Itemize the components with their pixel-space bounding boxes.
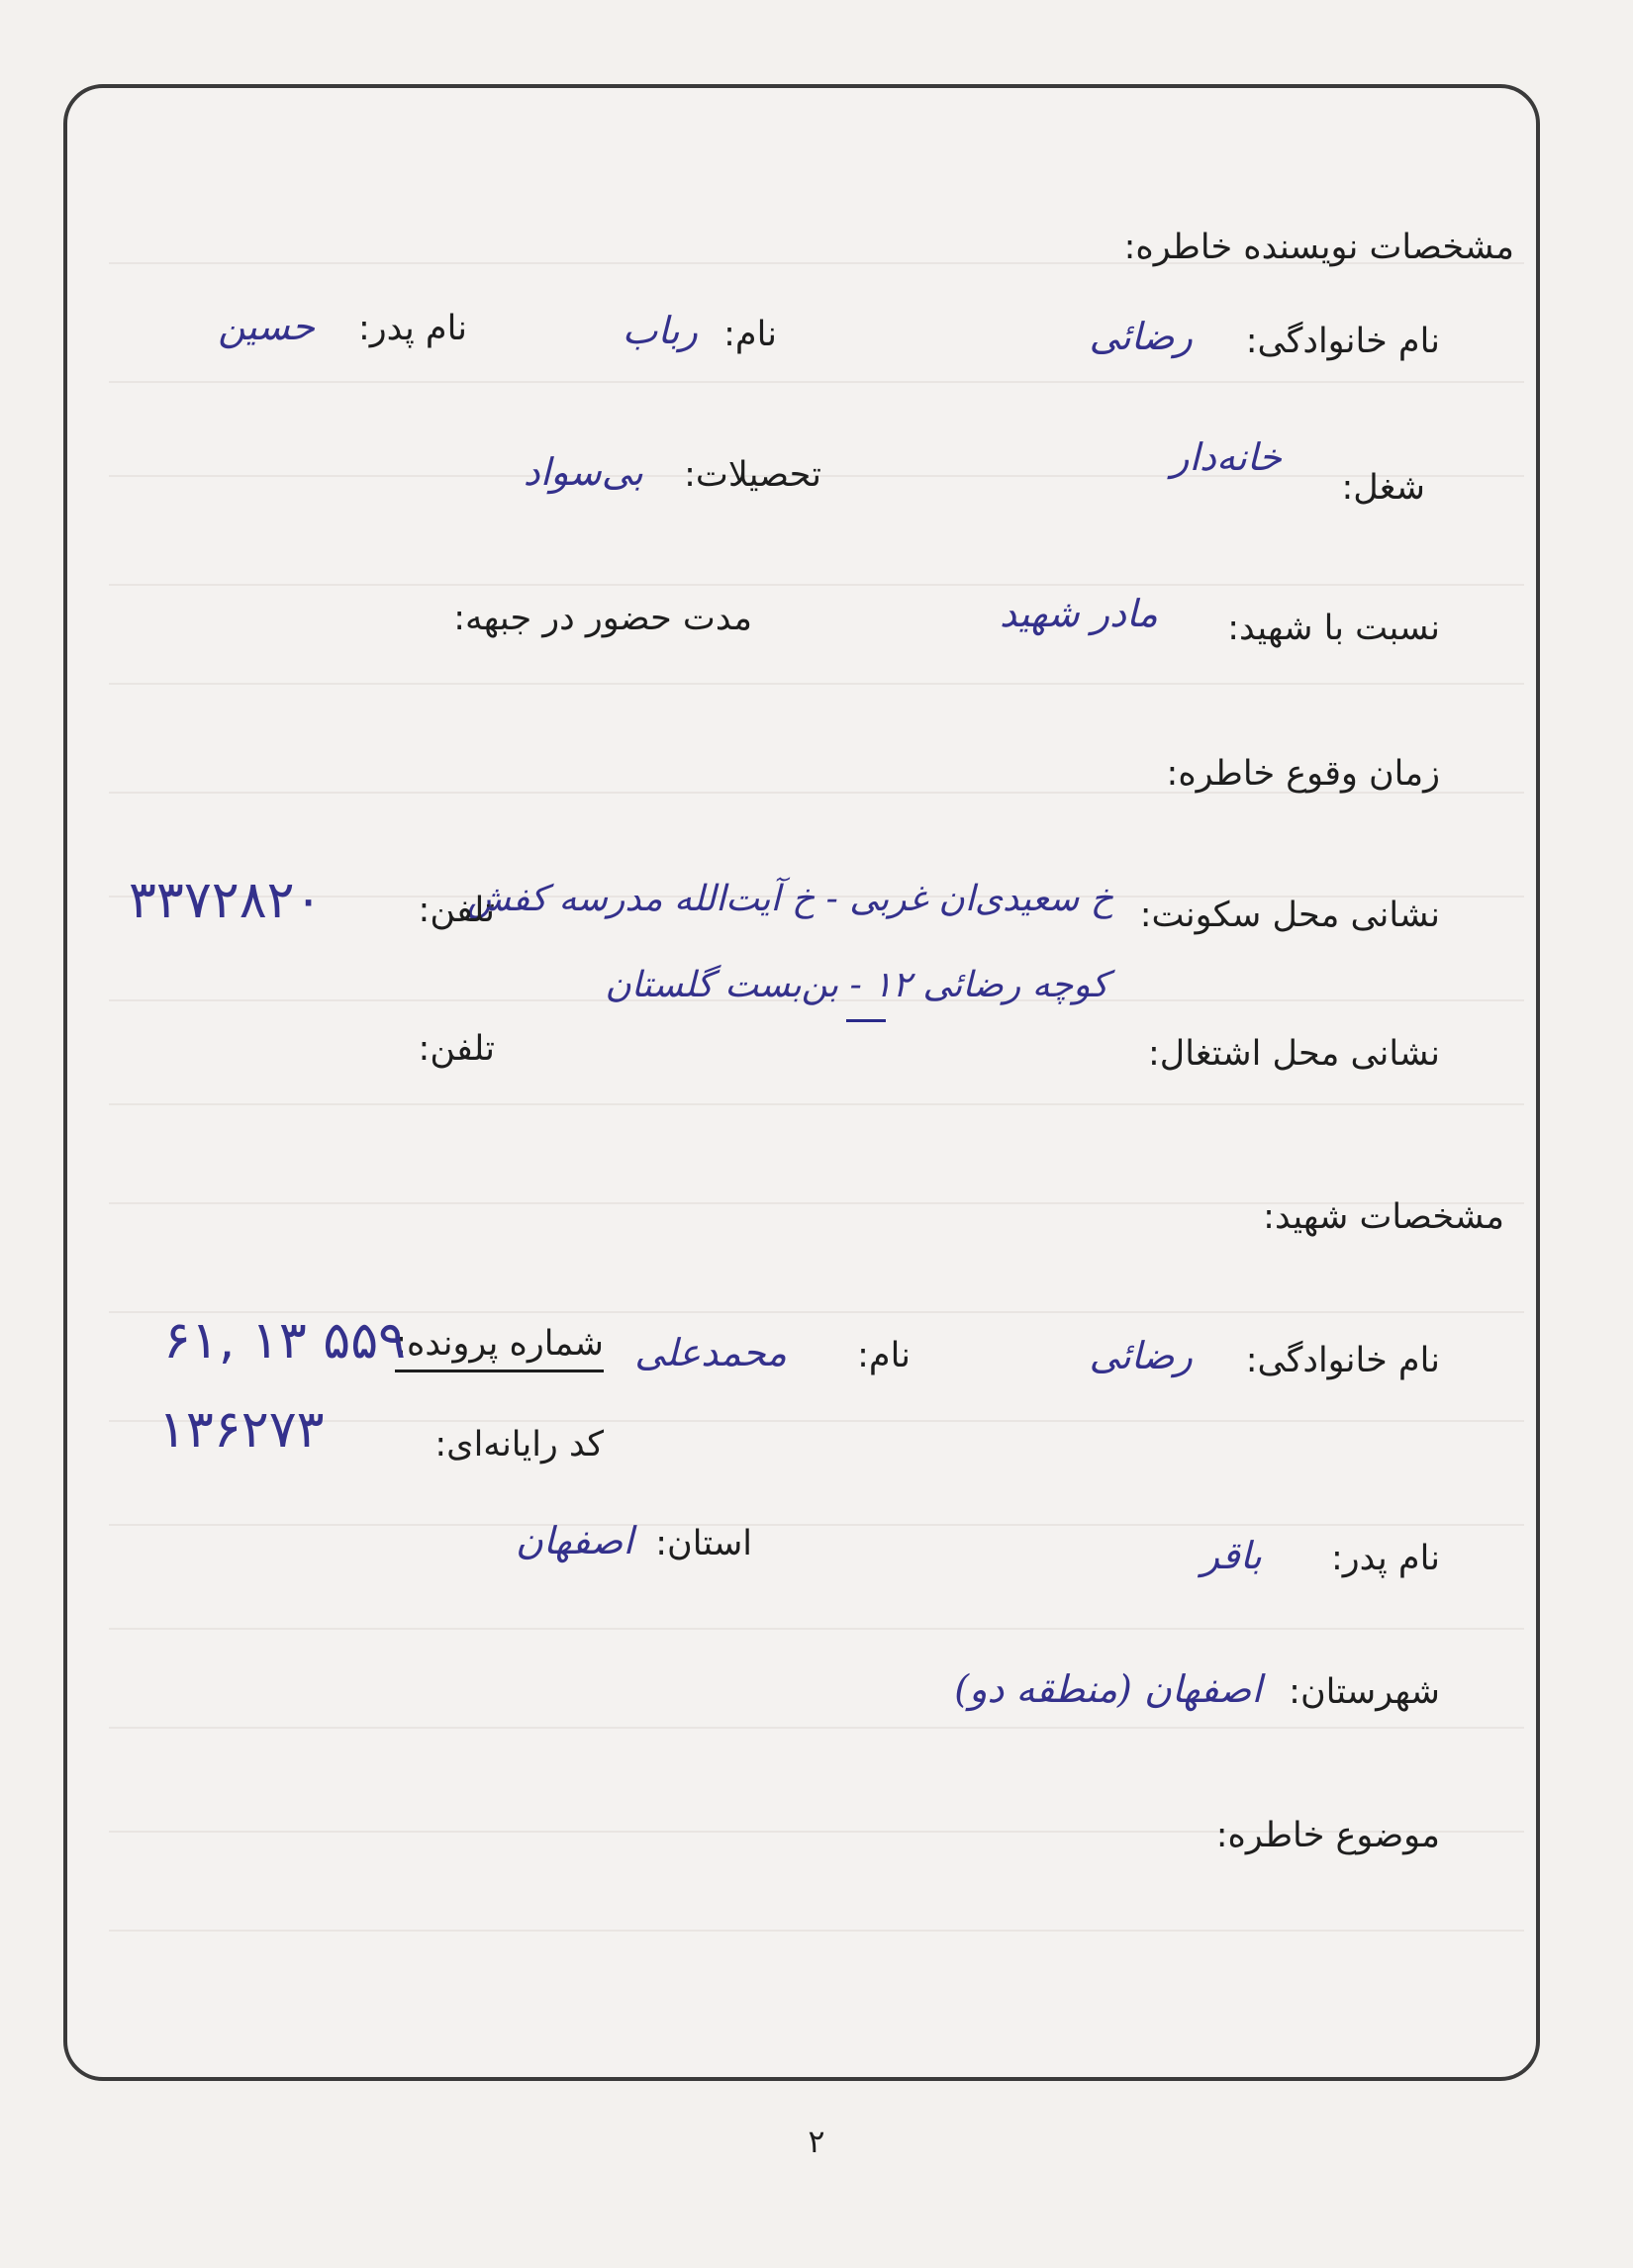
writer-father-value: حسین bbox=[218, 305, 315, 348]
province-label: استان: bbox=[655, 1524, 752, 1563]
martyr-father-label: نام پدر: bbox=[1330, 1539, 1440, 1578]
writer-section-heading: مشخصات نویسنده خاطره: bbox=[1123, 228, 1514, 267]
martyr-name-label: نام: bbox=[857, 1336, 911, 1375]
form-frame bbox=[63, 84, 1540, 2081]
martyr-family-value: رضائی bbox=[1089, 1334, 1193, 1377]
writer-job-value: خانه‌دار bbox=[1171, 435, 1282, 479]
front-duration-label: مدت حضور در جبهه: bbox=[453, 599, 752, 638]
memory-time-label: زمان وقوع خاطره: bbox=[1166, 754, 1440, 794]
writer-name-value: رباب bbox=[622, 309, 698, 352]
martyr-section-heading: مشخصات شهید: bbox=[1263, 1197, 1504, 1237]
home-phone-label: تلفن: bbox=[418, 891, 495, 930]
home-address-label: نشانی محل سکونت: bbox=[1139, 896, 1440, 935]
writer-father-label: نام پدر: bbox=[357, 309, 467, 348]
home-address-line2: کوچه رضائی ۱۲ - بن‌بست گلستان bbox=[605, 965, 1108, 1005]
martyr-family-label: نام خانوادگی: bbox=[1245, 1341, 1440, 1380]
city-label: شهرستان: bbox=[1289, 1672, 1440, 1712]
city-value: اصفهان (منطقه دو) bbox=[954, 1667, 1262, 1711]
writer-family-label: نام خانوادگی: bbox=[1245, 322, 1440, 361]
writer-education-value: بی‌سواد bbox=[523, 450, 643, 494]
memory-topic-label: موضوع خاطره: bbox=[1215, 1816, 1440, 1855]
home-phone-value: ۳۳۷۲۸۲۰ bbox=[129, 871, 323, 930]
file-number-value: ۶۱, ۱۳ ۵۵۹ bbox=[163, 1311, 407, 1370]
writer-family-value: رضائی bbox=[1089, 315, 1193, 358]
home-address-line1: خ سعیدی‌ان غربی - خ آیت‌الله مدرسه کفش bbox=[466, 879, 1113, 919]
martyr-name-value: محمدعلی bbox=[634, 1331, 787, 1374]
file-number-label: شماره پرونده: bbox=[395, 1324, 604, 1372]
page-number: ۲ bbox=[808, 2123, 825, 2160]
writer-job-label: شغل: bbox=[1341, 468, 1425, 508]
computer-code-label: کد رایانه‌ای: bbox=[434, 1425, 604, 1465]
writer-name-label: نام: bbox=[723, 315, 777, 354]
computer-code-value: ۱۳۶۲۷۳ bbox=[158, 1400, 325, 1460]
home-address-underline-mark bbox=[846, 1019, 886, 1022]
martyr-father-value: باقر bbox=[1201, 1534, 1262, 1577]
relation-value: مادر شهید bbox=[999, 592, 1158, 635]
province-value: اصفهان bbox=[515, 1519, 633, 1562]
work-address-label: نشانی محل اشتغال: bbox=[1147, 1034, 1440, 1074]
work-phone-label: تلفن: bbox=[418, 1029, 495, 1069]
relation-label: نسبت با شهید: bbox=[1227, 609, 1440, 648]
writer-education-label: تحصیلات: bbox=[684, 455, 821, 495]
